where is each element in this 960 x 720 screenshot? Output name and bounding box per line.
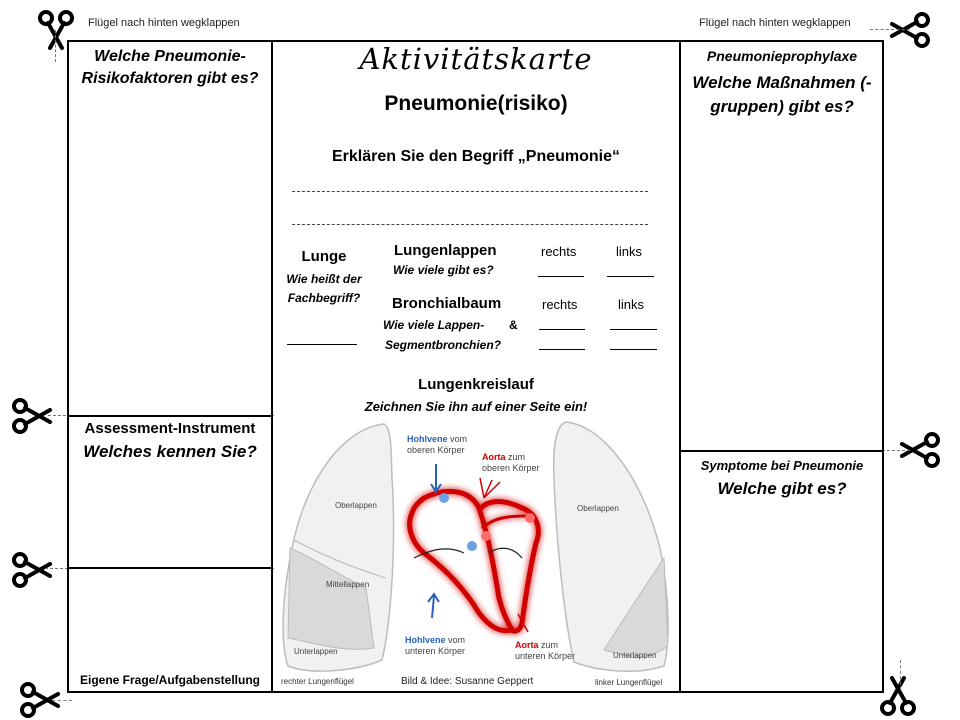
card-title: Pneumonie(risiko): [384, 92, 568, 115]
answer-blank: [607, 276, 654, 277]
fold-note-right: Flügel nach hinten wegklappen: [699, 17, 851, 29]
arrow: [432, 596, 434, 618]
lappen-label: Lungenlappen: [394, 242, 497, 259]
aorta-upper-suffix: zum: [508, 452, 526, 462]
scissors-icon: [890, 10, 930, 50]
aorta-dot: [481, 531, 491, 541]
answer-blank: [539, 329, 585, 330]
bronch-question-2: Segmentbronchien?: [385, 338, 502, 352]
cut-line: [52, 700, 72, 701]
scissors-icon: [12, 396, 52, 436]
bronch-label: Bronchialbaum: [392, 295, 502, 312]
arrow: [480, 478, 500, 498]
lunge-label: Lunge: [301, 248, 347, 265]
aorta-upper-label-2: oberen Körper: [482, 463, 540, 473]
rechts-label: rechts: [541, 244, 577, 259]
links-label: links: [618, 297, 645, 312]
left-lung-label: linker Lungenflügel: [595, 678, 663, 687]
card-script-title: Aktivitätskarte: [359, 42, 593, 76]
links-label: links: [616, 244, 643, 259]
risk-factors-question: Welche Pneumonie-Risikofaktoren gibt es?: [81, 48, 259, 87]
aorta-lower-label-2: unteren Körper: [515, 651, 576, 661]
cut-line: [55, 30, 56, 62]
vein-dot: [439, 493, 449, 503]
symptoms-question: Welche gibt es?: [717, 479, 847, 498]
aorta-lower-label: Aorta: [515, 640, 539, 650]
assessment-question: Welches kennen Sie?: [83, 442, 257, 461]
answer-blank: [538, 276, 584, 277]
own-question-label: Eigene Frage/Aufgabenstellung: [79, 673, 261, 687]
answer-line: [292, 191, 648, 192]
scissors-icon: [12, 550, 52, 590]
bronch-amp: &: [509, 318, 518, 332]
vena-upper-label: Hohlvene: [407, 434, 448, 444]
vena-upper-suffix: vom: [450, 434, 468, 444]
aorta-lower-suffix: zum: [541, 640, 559, 650]
scissors-icon: [878, 676, 918, 716]
unterlappen-left: Unterlappen: [613, 651, 657, 660]
aorta-upper-label: Aorta: [482, 452, 506, 462]
answer-blank: [287, 344, 357, 345]
bronch-question-1: Wie viele Lappen-: [383, 318, 485, 332]
vena-lower-suffix: vom: [448, 635, 466, 645]
answer-blank: [610, 349, 657, 350]
right-lung-label: rechter Lungenflügel: [281, 677, 354, 686]
rechts-label: rechts: [542, 297, 578, 312]
answer-line: [292, 224, 648, 225]
prophylaxis-question: Welche Maßnahmen (-gruppen) gibt es?: [692, 73, 872, 116]
aorta-dot: [525, 513, 535, 523]
kreislauf-task: Zeichnen Sie ihn auf einer Seite ein!: [364, 399, 588, 414]
cut-line: [900, 660, 901, 690]
assessment-title: Assessment-Instrument: [84, 420, 256, 437]
kreislauf-label: Lungenkreislauf: [418, 376, 534, 393]
symptoms-title: Symptome bei Pneumonie: [700, 458, 864, 473]
cut-line: [870, 29, 910, 30]
explain-task: Erklären Sie den Begriff „Pneumonie“: [331, 148, 621, 165]
oberlappen-right: Oberlappen: [335, 501, 377, 510]
lappen-question: Wie viele gibt es?: [393, 263, 494, 277]
heart: [410, 491, 539, 631]
prophylaxis-title: Pneumonieprophylaxe: [706, 48, 858, 64]
lunge-question: Wie heißt der Fachbegriff?: [286, 272, 362, 305]
vena-lower-label: Hohlvene: [405, 635, 446, 645]
vena-upper-label-2: oberen Körper: [407, 445, 465, 455]
credit-line: Bild & Idee: Susanne Geppert: [401, 676, 534, 687]
oberlappen-left: Oberlappen: [577, 504, 619, 513]
unterlappen-right: Unterlappen: [294, 647, 338, 656]
fold-note-left: Flügel nach hinten wegklappen: [88, 17, 240, 29]
answer-blank: [610, 329, 657, 330]
vein-dot: [467, 541, 477, 551]
answer-blank: [539, 349, 585, 350]
vena-lower-label-2: unteren Körper: [405, 646, 466, 656]
mittellappen: Mittellappen: [326, 580, 370, 589]
assessment-panel: [67, 415, 273, 569]
risk-factors-panel: [67, 40, 273, 417]
